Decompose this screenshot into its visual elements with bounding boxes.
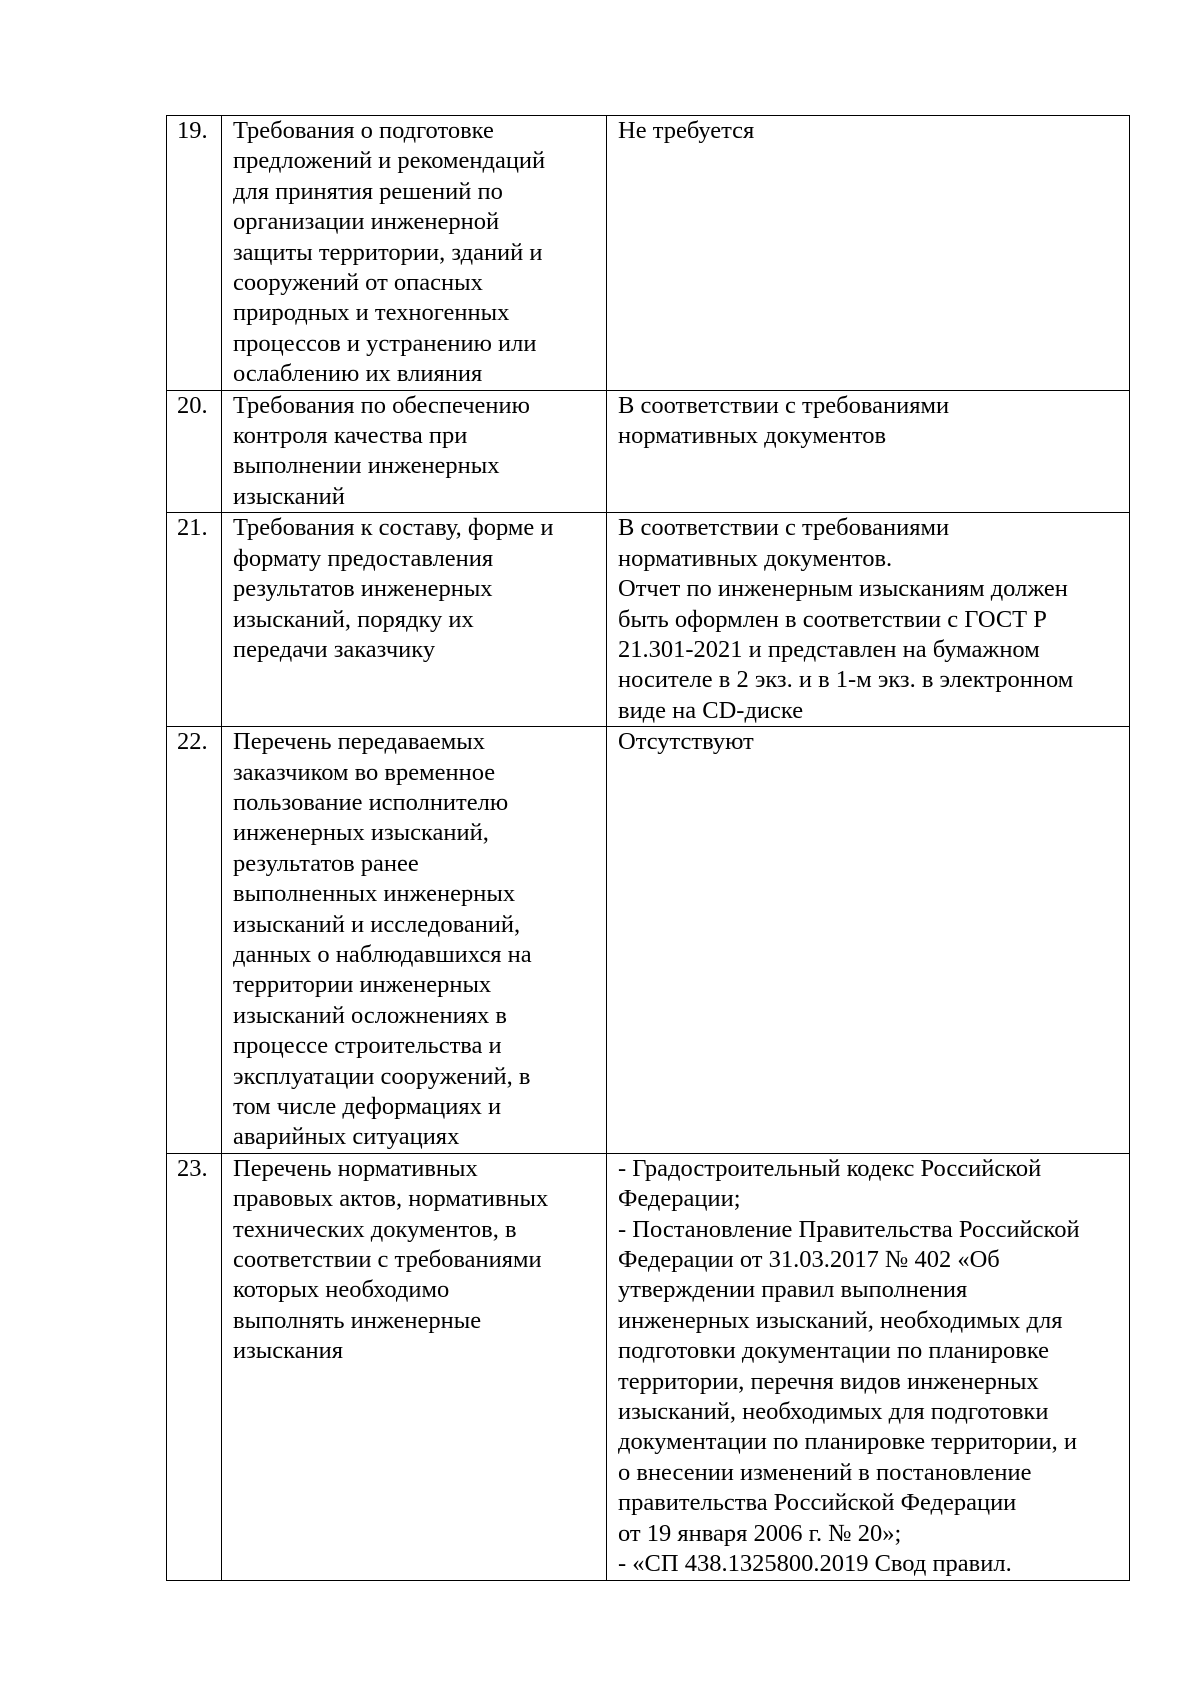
requirement-line: правовых актов, нормативных: [233, 1185, 549, 1213]
value-line: инженерных изысканий, необходимых для: [618, 1306, 1063, 1334]
value-cell: [607, 1153, 1130, 1580]
requirements-table: [166, 115, 1130, 1581]
value-line: 21.301-2021 и представлен на бумажном: [618, 635, 1040, 663]
requirement-cell: [222, 727, 607, 1154]
requirement-line: Требования по обеспечению: [233, 391, 530, 419]
requirement-line: изысканий, порядку их: [233, 605, 474, 633]
value-line: Отсутствуют: [618, 728, 754, 756]
table-body: [167, 116, 1130, 1581]
value-line: В соответствии с требованиями: [618, 514, 950, 542]
requirement-cell: [222, 116, 607, 391]
requirement-line: предложений и рекомендаций: [233, 147, 546, 175]
requirement-line: территории инженерных: [233, 971, 492, 999]
row-number: 23.: [167, 1153, 222, 1580]
requirement-line: выполнять инженерные: [233, 1306, 482, 1334]
requirement-cell: [222, 1153, 607, 1580]
requirement-cell: [222, 513, 607, 727]
value-line: Отчет по инженерным изысканиям должен: [618, 575, 1068, 603]
value-line: - «СП 438.1325800.2019 Свод правил.: [618, 1550, 1012, 1578]
requirement-line: природных и техногенных: [233, 299, 510, 327]
table-row: [167, 1153, 1130, 1580]
value-line: Не требуется: [618, 117, 755, 144]
requirement-line: контроля качества при: [233, 422, 468, 450]
value-line: изысканий, необходимых для подготовки: [618, 1398, 1049, 1426]
requirement-line: Перечень передаваемых: [233, 728, 486, 756]
value-line: нормативных документов.: [618, 544, 893, 572]
requirement-line: выполнении инженерных: [233, 452, 500, 480]
requirement-line: ослаблению их влияния: [233, 360, 483, 388]
table-row: [167, 390, 1130, 513]
value-line: носителе в 2 экз. и в 1-м экз. в электронном: [618, 666, 1074, 694]
requirement-line: выполненных инженерных: [233, 880, 516, 908]
requirement-line: данных о наблюдавшихся на: [233, 940, 532, 968]
requirement-line: аварийных ситуациях: [233, 1123, 460, 1151]
requirement-line: Перечень нормативных: [233, 1154, 478, 1182]
requirement-line: соответствии с требованиями: [233, 1246, 542, 1274]
row-number: 20.: [167, 390, 222, 513]
requirement-line: передачи заказчику: [233, 635, 436, 663]
value-cell: [607, 513, 1130, 727]
requirement-line: защиты территории, зданий и: [233, 238, 543, 266]
value-cell: [607, 116, 1130, 391]
value-line: нормативных документов: [618, 422, 887, 450]
value-line: - Градостроительный кодекс Российской: [618, 1154, 1042, 1182]
value-line: Федерации;: [618, 1185, 741, 1213]
table-row: [167, 513, 1130, 727]
requirement-line: для принятия решений по: [233, 177, 503, 205]
requirement-line: изысканий: [233, 482, 345, 510]
value-line: подготовки документации по планировке: [618, 1337, 1050, 1365]
requirement-line: изысканий осложнениях в: [233, 1001, 507, 1029]
requirement-line: технических документов, в: [233, 1215, 517, 1243]
value-line: документации по планировке территории, и: [618, 1428, 1077, 1456]
table-row: [167, 116, 1130, 391]
value-line: территории, перечня видов инженерных: [618, 1367, 1039, 1395]
requirement-line: сооружений от опасных: [233, 269, 483, 297]
row-number: 21.: [167, 513, 222, 727]
row-number: 22.: [167, 727, 222, 1154]
requirement-line: процессов и устранению или: [233, 329, 537, 357]
requirement-line: результатов ранее: [233, 849, 419, 877]
requirement-line: Требования о подготовке: [233, 117, 494, 144]
value-line: - Постановление Правительства Российской: [618, 1215, 1080, 1243]
value-line: о внесении изменений в постановление: [618, 1458, 1032, 1486]
requirement-line: которых необходимо: [233, 1276, 450, 1304]
requirement-line: изыскания: [233, 1337, 344, 1365]
value-line: от 19 января 2006 г. № 20»;: [618, 1519, 902, 1547]
value-line: Федерации от 31.03.2017 № 402 «Об: [618, 1246, 1000, 1274]
requirement-line: изысканий и исследований,: [233, 910, 521, 938]
requirement-line: пользование исполнителю: [233, 788, 509, 816]
value-line: утверждении правил выполнения: [618, 1276, 968, 1304]
value-line: виде на CD-диске: [618, 696, 804, 724]
value-line: быть оформлен в соответствии с ГОСТ Р: [618, 605, 1047, 633]
row-number: 19.: [167, 116, 222, 391]
value-cell: [607, 390, 1130, 513]
requirement-line: результатов инженерных: [233, 575, 493, 603]
requirement-line: Требования к составу, форме и: [233, 514, 554, 542]
requirement-line: заказчиком во временное: [233, 758, 496, 786]
requirement-line: организации инженерной: [233, 208, 500, 236]
requirement-line: процессе строительства и: [233, 1032, 502, 1060]
value-line: В соответствии с требованиями: [618, 391, 950, 419]
requirement-cell: [222, 390, 607, 513]
requirement-line: том числе деформациях и: [233, 1093, 502, 1120]
table-row: [167, 727, 1130, 1154]
requirement-line: эксплуатации сооружений, в: [233, 1062, 531, 1090]
requirement-line: инженерных изысканий,: [233, 819, 489, 847]
value-cell: [607, 727, 1130, 1154]
requirement-line: формату предоставления: [233, 544, 494, 572]
value-line: правительства Российской Федерации: [618, 1489, 1017, 1517]
